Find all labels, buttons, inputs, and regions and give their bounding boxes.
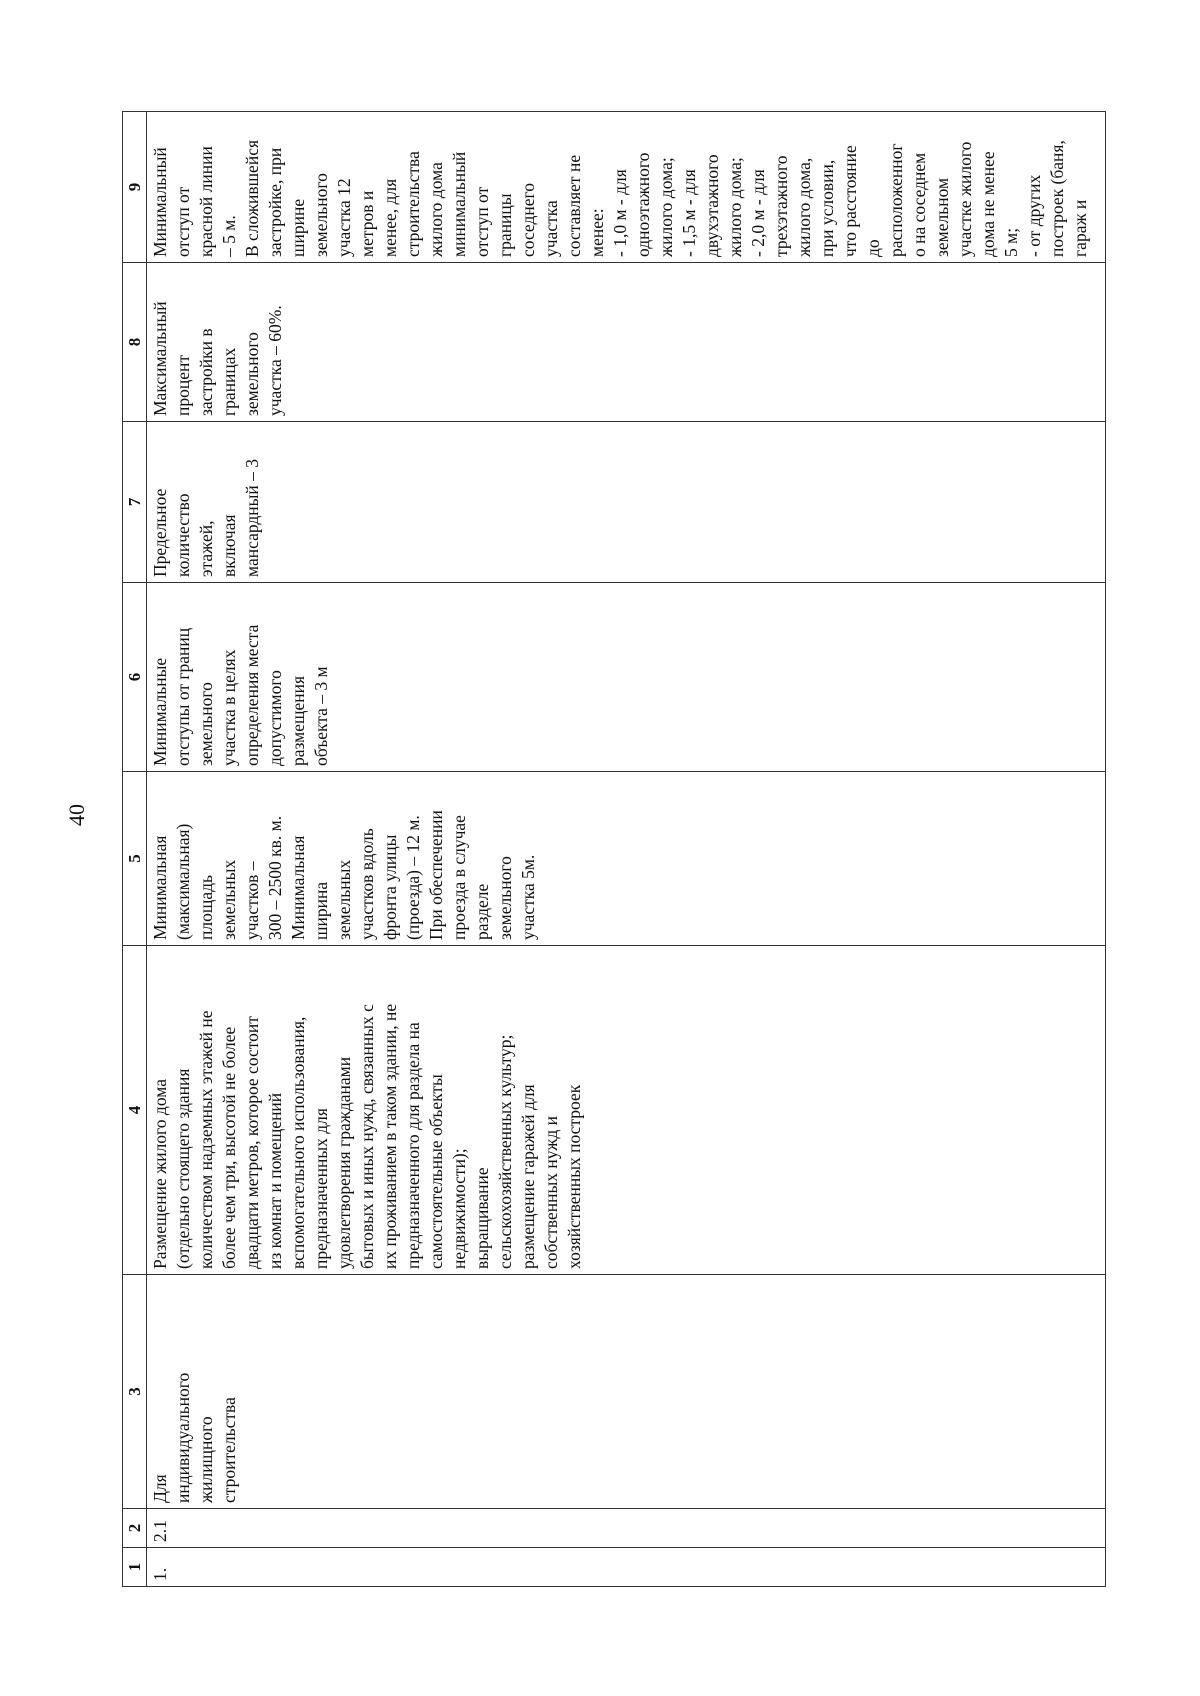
- cell-coverage: Максимальный процент застройки в границах земельного участка – 60%.: [147, 263, 1106, 422]
- rotated-table-container: [122, 112, 1106, 1587]
- header-col-1: 1: [123, 1548, 147, 1587]
- header-col-2: 2: [123, 1509, 147, 1548]
- cell-code: 2.1: [147, 1509, 1106, 1548]
- header-col-3: 3: [123, 1275, 147, 1509]
- cell-use-description: Размещение жилого дома (отдельно стоящего здания количеством надземных этажей не более чем три, высотой не более двадцати метров, которое состоит из комнат и помещений вспомогательного использования, предназначенных для удовлетворения гражданами бытовых и иных нужд, связанных с их проживанием в таком здании, не предназначенного для раздела на самостоятельные объекты недвижимости); выращивание сельскохозяйственных культур; размещение гаражей для собственных нужд и хозяйственных построек: [147, 946, 1106, 1275]
- cell-floors: Предельное количество этажей, включая мансардный – 3: [147, 422, 1106, 583]
- page-number: 40: [64, 804, 89, 826]
- header-col-9: 9: [123, 112, 147, 263]
- header-col-8: 8: [123, 263, 147, 422]
- regulations-table: [122, 111, 1106, 1587]
- header-row: [123, 112, 147, 1587]
- header-col-4: 4: [123, 946, 147, 1275]
- cell-setbacks: Минимальные отступы от границ земельного участка в целях определения места допустимого размещения объекта – 3 м: [147, 583, 1106, 772]
- table-row: [147, 112, 1106, 1587]
- header-col-7: 7: [123, 422, 147, 583]
- cell-number: 1.: [147, 1548, 1106, 1587]
- header-col-5: 5: [123, 772, 147, 946]
- header-col-6: 6: [123, 583, 147, 772]
- cell-other-parameters: Минимальный отступ от красной линии – 5 м. В сложившейся застройке, при ширине земельного участка 12 метров и менее, для строительства жилого дома минимальный отступ от границы соседнего участка составляет не менее: - 1,0 м - для одноэтажного жилого дома; - 1,5 м - для двухэтажного жилого дома; - 2,0 м - для трехэтажного жилого дома, при условии, что расстояние до расположенног о на соседнем земельном участке жилого дома не менее 5 м; - от других построек (баня, гараж и: [147, 112, 1106, 263]
- cell-plot-size: Минимальная (максимальная) площадь земельных участков – 300 – 2500 кв. м. Минимальная ширина земельных участков вдоль фронта улицы (проезда) – 12 м. При обеспечении проезда в случае разделе земельного участка 5м.: [147, 772, 1106, 946]
- cell-use-name: Для индивидуального жилищного строительства: [147, 1275, 1106, 1509]
